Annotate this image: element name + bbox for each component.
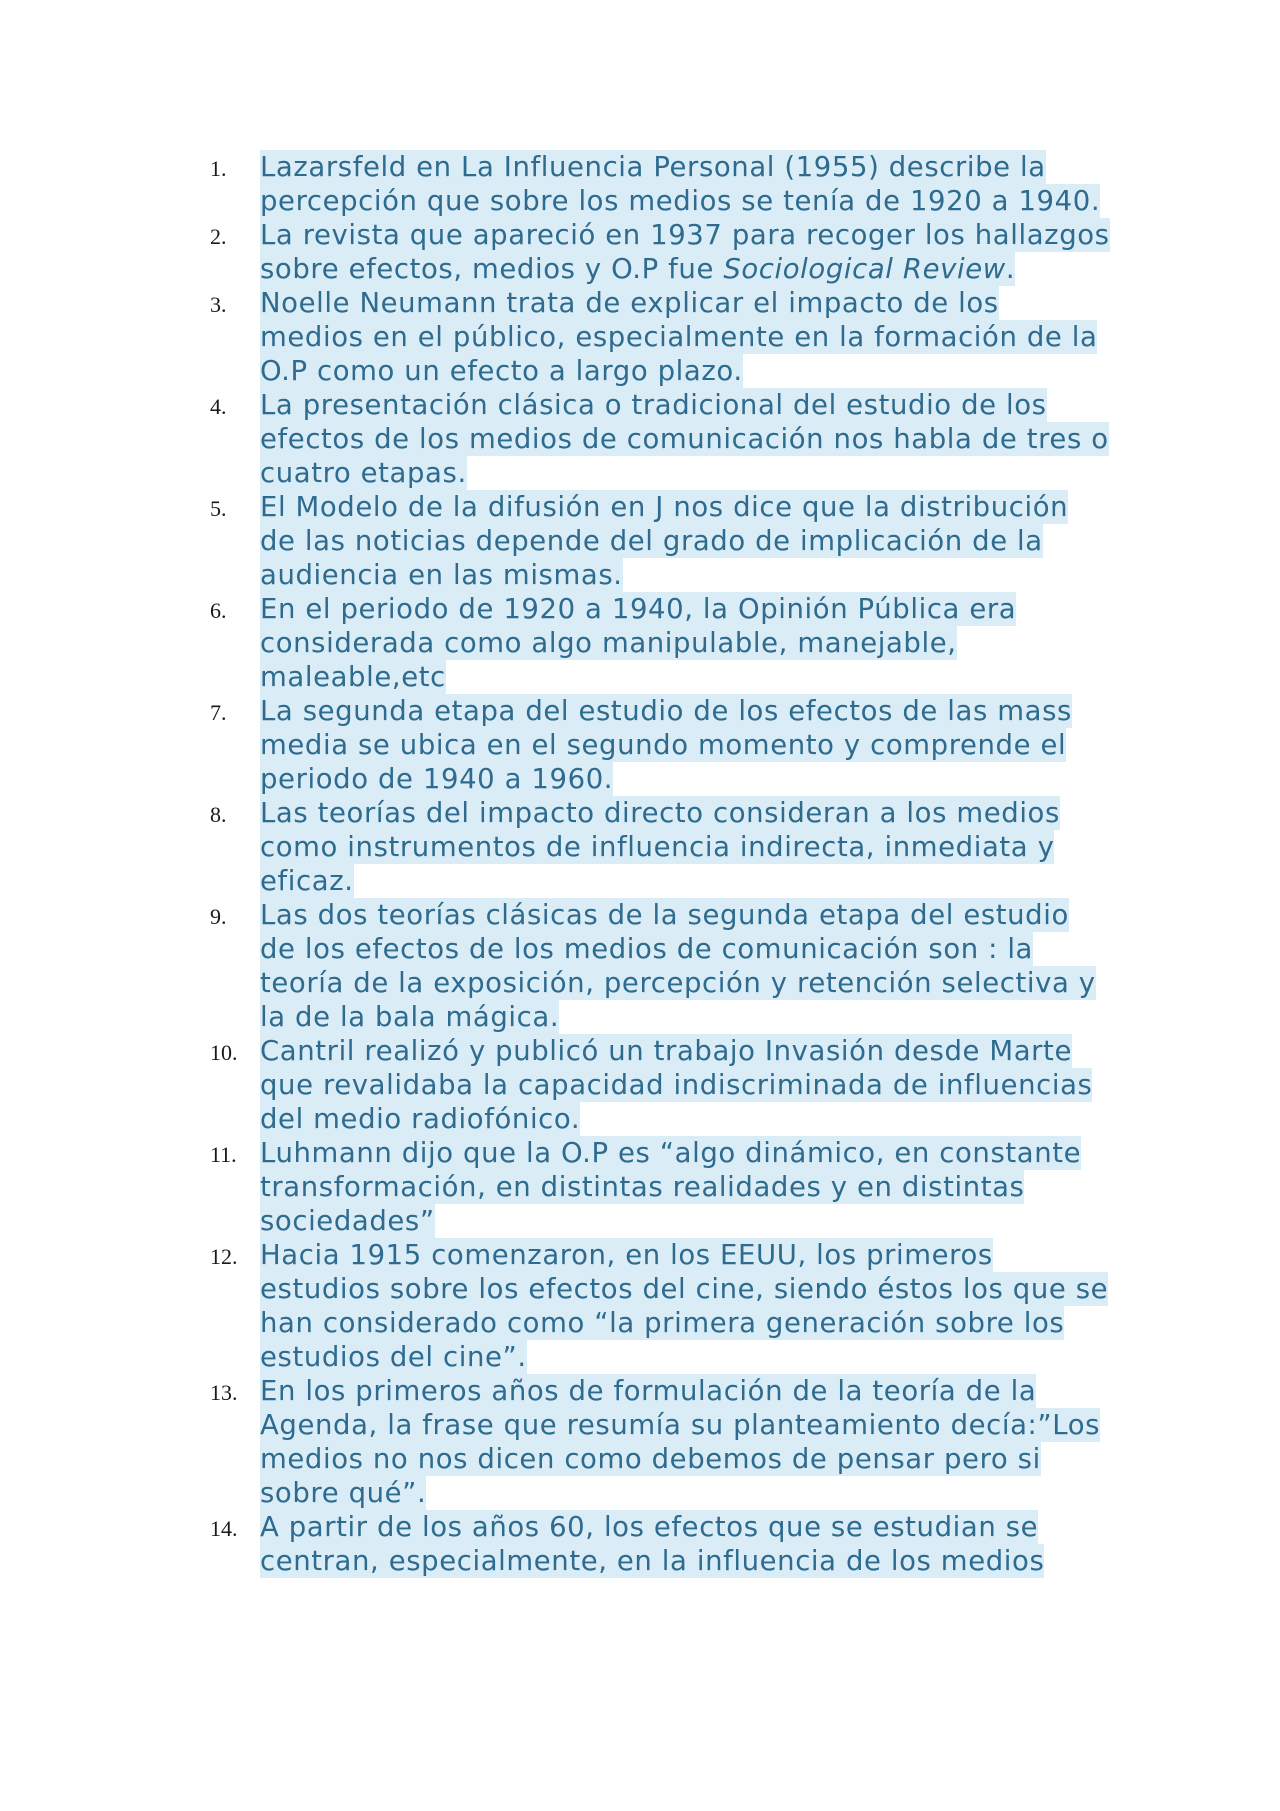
list-item bbox=[210, 796, 1110, 898]
selected-text: Hacia 1915 comenzaron, en los EEUU, los primeros estudios sobre los efectos del cine, siendo éstos los que se han considerado como “la primera generación sobre los estudios del cine”. bbox=[260, 1239, 1109, 1373]
item-number: 12. bbox=[210, 1244, 238, 1269]
selected-text: La revista que apareció en 1937 para recoger los hallazgos sobre efectos, medios y O.P fue bbox=[260, 219, 1110, 285]
list-item bbox=[210, 1136, 1110, 1238]
item-number: 1. bbox=[210, 156, 227, 181]
list-item bbox=[210, 286, 1110, 388]
item-number: 14. bbox=[210, 1516, 238, 1541]
item-number: 10. bbox=[210, 1040, 238, 1065]
italic-journal-title: Sociological Review bbox=[723, 253, 1006, 285]
item-number: 8. bbox=[210, 802, 227, 827]
selected-text: Lazarsfeld en La Influencia Personal (1955) describe la percepción que sobre los medios se tenía de 1920 a 1940. bbox=[260, 151, 1101, 217]
item-text[interactable] bbox=[260, 592, 1110, 694]
list-item bbox=[210, 694, 1110, 796]
item-number: 6. bbox=[210, 598, 227, 623]
selected-text: La presentación clásica o tradicional del estudio de los efectos de los medios de comunicación nos habla de tres o cuatro etapas. bbox=[260, 389, 1109, 489]
selected-text: Noelle Neumann trata de explicar el impacto de los medios en el público, especialmente en la formación de la O.P como un efecto a largo plazo. bbox=[260, 287, 1098, 387]
item-text[interactable] bbox=[260, 898, 1110, 1034]
item-text[interactable] bbox=[260, 490, 1110, 592]
item-number: 4. bbox=[210, 394, 227, 419]
selected-text: Las dos teorías clásicas de la segunda etapa del estudio de los efectos de los medios de comunicación son : la teoría de la exposición, percepción y retención selectiva y la de la bala mágica. bbox=[260, 899, 1096, 1033]
selected-text: Cantril realizó y publicó un trabajo Invasión desde Marte que revalidaba la capacidad indiscriminada de influencias del medio radiofónico. bbox=[260, 1035, 1093, 1135]
item-text[interactable] bbox=[260, 388, 1110, 490]
selected-text: Las teorías del impacto directo consideran a los medios como instrumentos de influencia indirecta, inmediata y eficaz. bbox=[260, 797, 1060, 897]
item-text[interactable] bbox=[260, 218, 1110, 286]
list-item bbox=[210, 1374, 1110, 1510]
item-text[interactable] bbox=[260, 1136, 1110, 1238]
selected-text: El Modelo de la difusión en J nos dice que la distribución de las noticias depende del grado de implicación de la audiencia en las mismas. bbox=[260, 491, 1069, 591]
list-item bbox=[210, 150, 1110, 218]
selected-text: Luhmann dijo que la O.P es “algo dinámico, en constante transformación, en distintas realidades y en distintas sociedades” bbox=[260, 1137, 1082, 1237]
item-number: 7. bbox=[210, 700, 227, 725]
list-item bbox=[210, 1238, 1110, 1374]
item-text[interactable] bbox=[260, 286, 1110, 388]
item-text[interactable] bbox=[260, 694, 1110, 796]
list-item bbox=[210, 898, 1110, 1034]
item-text[interactable] bbox=[260, 1374, 1110, 1510]
statement-list bbox=[210, 150, 1110, 1578]
item-text[interactable] bbox=[260, 150, 1110, 218]
selected-text: En los primeros años de formulación de la teoría de la Agenda, la frase que resumía su planteamiento decía:”Los medios no nos dicen como debemos de pensar pero si sobre qué”. bbox=[260, 1375, 1101, 1509]
list-item bbox=[210, 592, 1110, 694]
item-number: 9. bbox=[210, 904, 227, 929]
selected-text: La segunda etapa del estudio de los efectos de las mass media se ubica en el segundo momento y comprende el periodo de 1940 a 1960. bbox=[260, 695, 1072, 795]
item-number: 13. bbox=[210, 1380, 238, 1405]
selected-text: A partir de los años 60, los efectos que se estudian se centran, especialmente, en la influencia de los medios bbox=[260, 1511, 1045, 1577]
list-item bbox=[210, 490, 1110, 592]
list-item bbox=[210, 388, 1110, 490]
selected-text: En el periodo de 1920 a 1940, la Opinión Pública era considerada como algo manipulable, manejable, maleable,etc bbox=[260, 593, 1017, 693]
list-item bbox=[210, 218, 1110, 286]
item-text[interactable] bbox=[260, 796, 1110, 898]
selected-text: . bbox=[1005, 253, 1016, 285]
item-number: 11. bbox=[210, 1142, 237, 1167]
item-text[interactable] bbox=[260, 1034, 1110, 1136]
list-item bbox=[210, 1034, 1110, 1136]
item-text[interactable] bbox=[260, 1510, 1110, 1578]
item-number: 2. bbox=[210, 224, 227, 249]
list-item bbox=[210, 1510, 1110, 1578]
item-text[interactable] bbox=[260, 1238, 1110, 1374]
item-number: 3. bbox=[210, 292, 227, 317]
item-number: 5. bbox=[210, 496, 227, 521]
